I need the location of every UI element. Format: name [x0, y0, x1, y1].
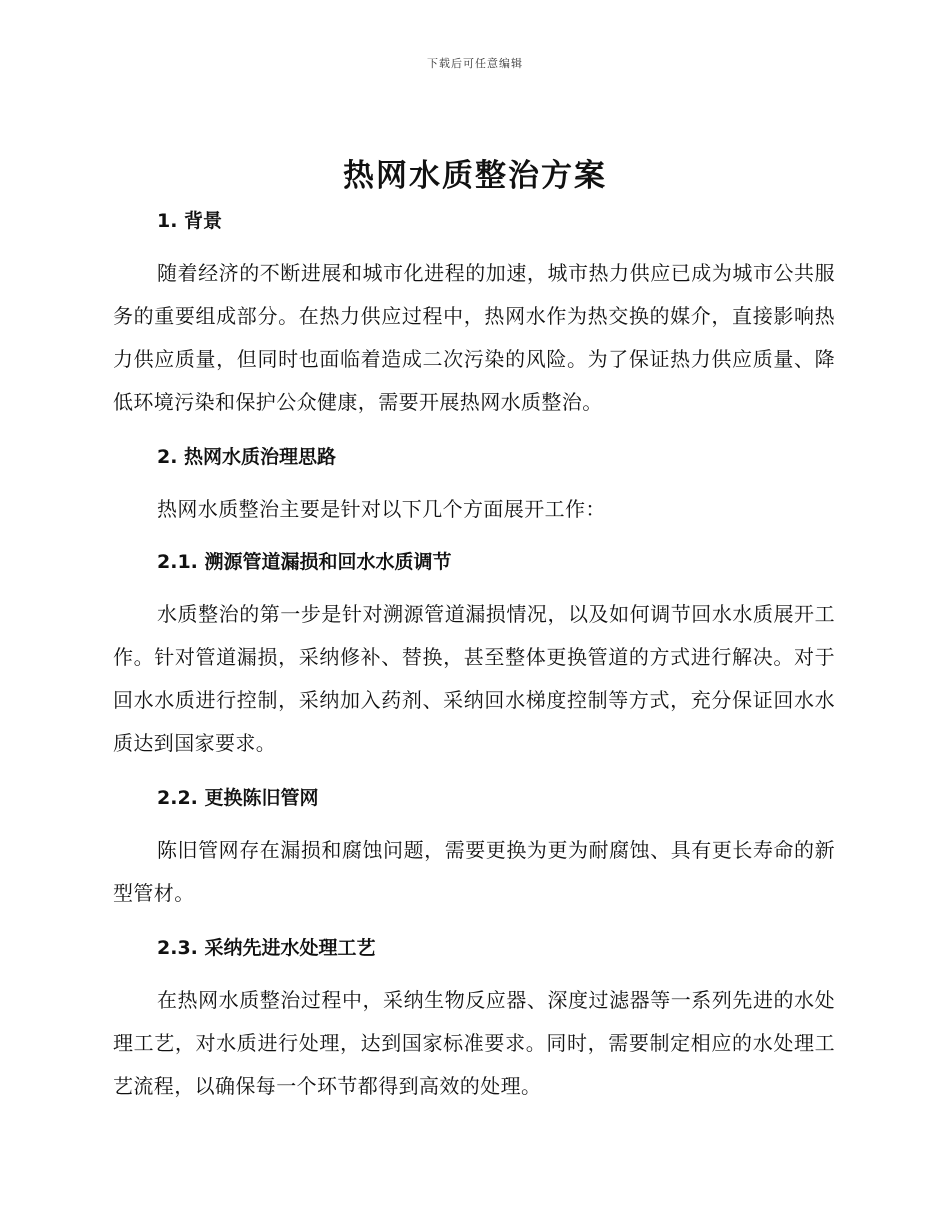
header-note: 下载后可任意编辑	[427, 57, 523, 70]
section-2-heading: 2. 热网水质治理思路	[157, 446, 337, 468]
section-2-1-heading: 2.1. 溯源管道漏损和回水水质调节	[157, 551, 452, 573]
section-2-1-paragraph: 水质整治的第一步是针对溯源管道漏损情况，以及如何调节回水水质展开工作。针对管道漏损，采纳修补、替换，甚至整体更换管道的方式进行解决。对于回水水质进行控制，采纳加入药剂、采纳回水梯度控制等方式，充分保证回水水质达到国家要求。	[113, 602, 835, 755]
document-title: 热网水质整治方案	[343, 158, 607, 194]
section-1-paragraph: 随着经济的不断进展和城市化进程的加速，城市热力供应已成为城市公共服务的重要组成部分。在热力供应过程中，热网水作为热交换的媒介，直接影响热力供应质量，但同时也面临着造成二次污染的风险。为了保证热力供应质量、降低环境污染和保护公众健康，需要开展热网水质整治。	[113, 261, 835, 414]
section-2-3-paragraph: 在热网水质整治过程中，采纳生物反应器、深度过滤器等一系列先进的水处理工艺，对水质进行处理，达到国家标准要求。同时，需要制定相应的水处理工艺流程，以确保每一个环节都得到高效的处理。	[113, 988, 835, 1098]
section-2-2-paragraph: 陈旧管网存在漏损和腐蚀问题，需要更换为更为耐腐蚀、具有更长寿命的新型管材。	[113, 838, 835, 905]
section-1-heading: 1. 背景	[157, 210, 223, 232]
document-body	[113, 200, 835, 1108]
section-2-2-heading: 2.2. 更换陈旧管网	[157, 787, 319, 809]
section-2-paragraph: 热网水质整治主要是针对以下几个方面展开工作：	[157, 497, 606, 521]
section-2-3-heading: 2.3. 采纳先进水处理工艺	[157, 937, 376, 959]
